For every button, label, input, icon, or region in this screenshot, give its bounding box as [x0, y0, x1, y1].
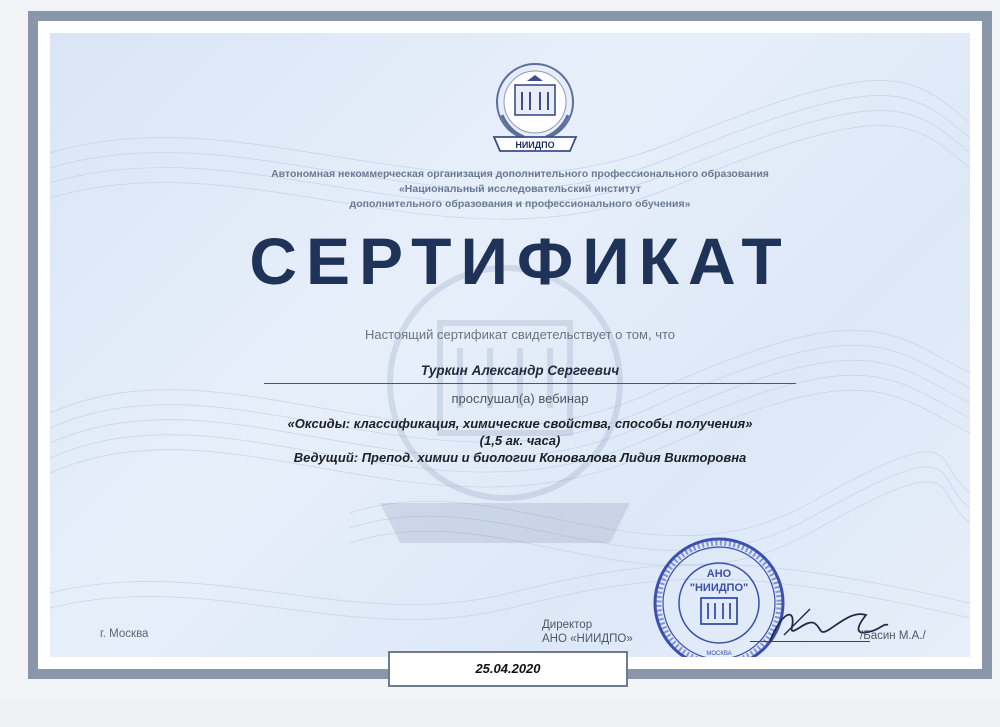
director-signature: [762, 601, 892, 653]
seal-city-text: МОСКВА: [706, 651, 732, 657]
certificate-frame: [28, 11, 992, 679]
organization-line-3: дополнительного образования и профессионального обучения»: [349, 198, 691, 210]
course-details: [50, 415, 970, 466]
organization-line-1: Автономная некоммерческая организация дополнительного профессионального образования: [271, 168, 769, 180]
listened-text: прослушал(а) вебинар: [451, 391, 589, 406]
signature-line: [750, 641, 870, 642]
certificate-title: СЕРТИФИКАТ: [249, 224, 791, 298]
certificate-subtitle: Настоящий сертификат свидетельствует о том, что: [364, 327, 676, 342]
recipient-underline: [264, 383, 796, 384]
organization-line-2: «Национальный исследовательский институт: [398, 183, 642, 195]
certificate-body: [50, 33, 970, 657]
bottom-strip: [0, 700, 1000, 727]
recipient-name: Туркин Александр Сергеевич: [420, 363, 620, 378]
director-title: [542, 618, 633, 646]
director-line-2: АНО «НИИДПО»: [542, 633, 633, 645]
director-line-1: Директор: [542, 619, 593, 631]
city: г. Москва: [100, 628, 149, 640]
organization-name: [50, 167, 970, 212]
course-hours: (1,5 ак. часа): [479, 433, 561, 448]
logo-text: НИИДПО: [515, 140, 555, 150]
seal-book-icon: [701, 598, 737, 624]
course-presenter: Ведущий: Препод. химии и биологии Коновалова Лидия Викторовна: [293, 450, 747, 465]
signer-name: /Басин М.А./: [860, 630, 926, 642]
seal-top-text: АНО: [706, 568, 732, 580]
seal-name-text: "НИИДПО": [689, 582, 749, 594]
course-name: «Оксиды: классификация, химические свойства, способы получения»: [287, 416, 753, 431]
institute-logo: [480, 59, 590, 159]
issue-date: 25.04.2020: [388, 651, 628, 687]
